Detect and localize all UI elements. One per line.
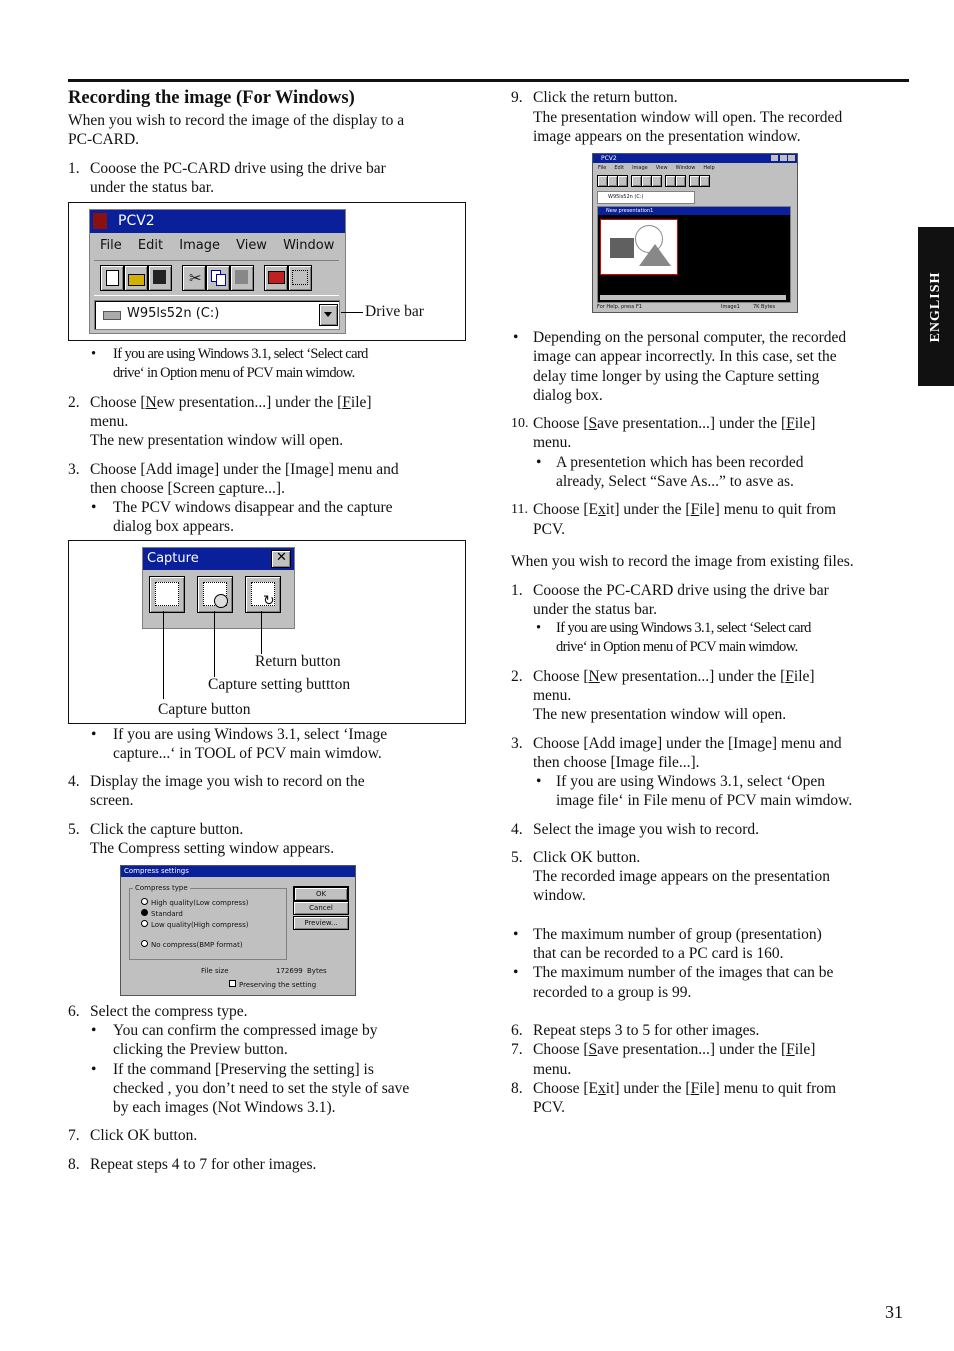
capture-setting-button[interactable] [197, 576, 233, 613]
open-folder-icon[interactable] [124, 265, 148, 291]
r-step-3-line-2: then choose [Image file...]. [533, 754, 700, 771]
r-step-7-number: 7. [511, 1041, 523, 1058]
child-title: New presentation1 [606, 208, 654, 214]
note-2-bullet: • [91, 726, 97, 743]
p-status-size: 7K Bytes [753, 304, 776, 310]
step-10-bullet: • [536, 454, 542, 471]
section-tab-label: ENGLISH [928, 271, 943, 342]
step-6-b1-line-1: You can confirm the compressed image by [113, 1022, 378, 1039]
r-step-7-line-2: menu. [533, 1061, 572, 1078]
step-10-number: 10. [511, 416, 529, 431]
presentation-app-title: PCV2 [601, 155, 617, 162]
step-6-bullet-2: • [91, 1061, 97, 1078]
r-step-8-line-1: Choose [Exit] under the [File] menu to quit from [533, 1080, 837, 1097]
capture-titlebar [143, 548, 294, 570]
hard-drive-icon [103, 311, 121, 320]
step-3-bullet-line-2: dialog box appears. [113, 518, 234, 535]
step-6-b2-line-2: checked , you don’t need to set the style of save [113, 1080, 410, 1097]
pcv2-titlebar [90, 210, 345, 233]
top-rule [68, 79, 909, 82]
step-10-bullet-line-2: already, Select “Save As...” to asve as. [556, 473, 794, 490]
step-3-bullet: • [91, 499, 97, 516]
presentation-app-titlebar [593, 154, 797, 163]
step-6-b2-line-3: by each images (Not Windows 3.1). [113, 1099, 336, 1116]
note-2-line-2: capture...‘ in TOOL of PCV main wimdow. [113, 745, 382, 762]
max-2-line-1: The maximum number of the images that can be [533, 964, 834, 981]
r-step-1-line-1: Cooose the PC-CARD drive using the drive bar [533, 582, 829, 599]
radio-no-compress[interactable]: No compress(BMP format) [141, 940, 243, 949]
drive-bar-callout: Drive bar [365, 303, 424, 320]
preserve-setting-checkbox[interactable]: Preserving the setting [229, 980, 316, 989]
capture-window [142, 547, 295, 629]
file-size-unit: Bytes [307, 967, 327, 975]
pcv2-toolbar [94, 260, 339, 296]
presentation-menubar [598, 165, 715, 171]
step-5-number: 5. [68, 821, 80, 838]
r-step-7-line-1: Choose [Save presentation...] under the [File] [533, 1041, 816, 1058]
step-2-line-2: menu. [90, 413, 129, 430]
note-1-line-2: drive‘ in Option menu of PCV main wimdow. [113, 365, 355, 381]
step-5-line-2: The Compress setting window appears. [90, 840, 335, 857]
timer-icon [214, 594, 228, 608]
step-10-line-2: menu. [533, 434, 572, 451]
recorded-image-thumbnail[interactable] [600, 219, 678, 275]
step-6-number: 6. [68, 1003, 80, 1020]
return-button[interactable] [245, 576, 281, 613]
r-step-8-line-2: PCV. [533, 1099, 566, 1116]
step-5-line-1: Click the capture button. [90, 821, 244, 838]
menu-file[interactable]: File [100, 238, 122, 253]
return-callout: Return button [255, 653, 341, 670]
r-step-3-bullet: • [536, 773, 542, 790]
capture-button[interactable] [149, 576, 185, 613]
capture-leader [163, 611, 164, 699]
r-step-1-bullet: • [536, 620, 541, 636]
copy-icon[interactable] [206, 265, 230, 291]
step-11-number: 11. [511, 502, 528, 517]
capture-screen-icon[interactable] [264, 265, 288, 291]
step-6-bullet-1: • [91, 1022, 97, 1039]
maximize-icon[interactable] [780, 155, 787, 161]
step-1-number: 1. [68, 160, 80, 177]
paste-icon[interactable] [230, 265, 254, 291]
r-step-4-line: Select the image you wish to record. [533, 821, 759, 838]
compress-title: Compress settings [124, 867, 189, 875]
cancel-button[interactable]: Cancel [293, 901, 349, 915]
step-11-line-1: Choose [Exit] under the [File] menu to quit from [533, 501, 837, 518]
step-2-line-1: Choose [New presentation...] under the [File] [90, 394, 372, 411]
delay-bullet: • [513, 329, 519, 346]
note-1-bullet: • [91, 346, 96, 362]
delay-line-4: dialog box. [533, 387, 603, 404]
delay-line-1: Depending on the personal computer, the recorded [533, 329, 847, 346]
step-3-number: 3. [68, 461, 80, 478]
r-step-4-number: 4. [511, 821, 523, 838]
step-9-line-2: The presentation window will open. The recorded [533, 109, 843, 126]
capture-title: Capture [147, 551, 199, 566]
p-drive-select[interactable] [597, 191, 695, 204]
setting-callout: Capture setting buttton [208, 676, 351, 693]
pmenu-window[interactable]: Window [675, 165, 696, 171]
presentation-app-window [592, 153, 798, 313]
step-6-b2-line-1: If the command [Preserving the setting] is [113, 1061, 374, 1078]
file-size-label: File size [201, 967, 229, 975]
r-step-2-line-1: Choose [New presentation...] under the [File] [533, 668, 815, 685]
setting-leader [214, 611, 215, 677]
step-7-number: 7. [68, 1127, 80, 1144]
radio-standard[interactable]: Standard [141, 909, 183, 918]
step-9-number: 9. [511, 89, 523, 106]
pmenu-edit[interactable]: Edit [614, 165, 625, 171]
pmenu-help[interactable]: Help [703, 165, 715, 171]
pmenu-file[interactable]: File [598, 165, 607, 171]
image-frame-icon[interactable] [288, 265, 312, 291]
save-disk-icon[interactable] [148, 265, 172, 291]
r-step-5-line-1: Click OK button. [533, 849, 641, 866]
drive-select[interactable] [94, 300, 340, 330]
intro-2: When you wish to record the image from existing files. [511, 553, 854, 570]
max-2-line-2: recorded to a group is 99. [533, 984, 692, 1001]
r-step-5-line-2: The recorded image appears on the presentation [533, 868, 830, 885]
child-scrollbar[interactable] [600, 295, 786, 300]
step-4-line-2: screen. [90, 792, 134, 809]
delay-line-3: delay time longer by using the Capture setting [533, 368, 820, 385]
step-9-line-3: image appears on the presentation window. [533, 128, 801, 145]
chevron-down-icon[interactable] [319, 304, 338, 326]
presentation-child-window [597, 206, 791, 303]
r-step-6-number: 6. [511, 1022, 523, 1039]
pcv2-menubar [100, 238, 334, 253]
compress-settings-window [120, 865, 356, 996]
figure-capture-dialog [68, 540, 466, 724]
p-paste-icon[interactable] [651, 175, 662, 187]
max-1-bullet: • [513, 926, 519, 943]
thumb-square [610, 238, 634, 258]
capture-callout: Capture button [158, 701, 251, 718]
r-step-3-line-1: Choose [Add image] under the [Image] menu and [533, 735, 842, 752]
step-8-line: Repeat steps 4 to 7 for other images. [90, 1156, 317, 1173]
menu-view[interactable]: View [236, 238, 267, 253]
step-7-line: Click OK button. [90, 1127, 198, 1144]
step-3-line-2: then choose [Screen capture...]. [90, 480, 285, 497]
delay-line-2: image can appear incorrectly. In this case, set the [533, 348, 837, 365]
radio-low-quality[interactable]: Low quality(High compress) [141, 920, 248, 929]
page-number: 31 [885, 1302, 903, 1322]
step-1-line-2: under the status bar. [90, 179, 214, 196]
r-step-3-bullet-line-1: If you are using Windows 3.1, select ‘Open [556, 773, 825, 790]
step-11-line-2: PCV. [533, 521, 566, 538]
section-heading: Recording the image (For Windows) [68, 88, 355, 108]
thumb-triangle [639, 244, 671, 266]
presentation-toolbar [597, 175, 737, 187]
max-1-line-2: that can be recorded to a PC card is 160. [533, 945, 784, 962]
cut-scissors-icon[interactable]: ✂ [182, 265, 206, 291]
intro-line-2: PC-CARD. [68, 131, 140, 148]
r-step-1-note-2: drive‘ in Option menu of PCV main wimdow. [556, 639, 798, 655]
step-6-b1-line-2: clicking the Preview button. [113, 1041, 288, 1058]
pmenu-image[interactable]: Image [632, 165, 648, 171]
ok-button[interactable]: OK [293, 886, 349, 902]
r-step-2-line-3: The new presentation window will open. [533, 706, 787, 723]
r-step-5-number: 5. [511, 849, 523, 866]
step-3-line-1: Choose [Add image] under the [Image] menu and [90, 461, 399, 478]
step-8-number: 8. [68, 1156, 80, 1173]
r-step-3-bullet-line-2: image file‘ in File menu of PCV main wimdow. [556, 792, 853, 809]
p-status-help: For Help, press F1 [597, 304, 643, 310]
max-1-line-1: The maximum number of group (presentation) [533, 926, 822, 943]
new-file-icon[interactable] [100, 265, 124, 291]
r-step-6-line: Repeat steps 3 to 5 for other images. [533, 1022, 760, 1039]
drive-select-value: W95ls52n (C:) [127, 306, 220, 321]
note-2-line-1: If you are using Windows 3.1, select ‘Image [113, 726, 388, 743]
max-2-bullet: • [513, 964, 519, 981]
note-1-line-1: If you are using Windows 3.1, select ‘Select card [113, 346, 368, 362]
r-step-5-line-3: window. [533, 887, 586, 904]
drive-bar-leader [341, 312, 363, 313]
return-leader [261, 611, 262, 654]
r-step-8-number: 8. [511, 1080, 523, 1097]
r-step-2-line-2: menu. [533, 687, 572, 704]
r-step-2-number: 2. [511, 668, 523, 685]
compress-titlebar [121, 866, 355, 877]
menu-edit[interactable]: Edit [137, 238, 164, 253]
p-save-icon[interactable] [617, 175, 628, 187]
compress-type-label: Compress type [135, 884, 188, 892]
p-help-icon[interactable] [699, 175, 710, 187]
preview-button[interactable]: Preview... [293, 916, 349, 930]
radio-high-quality[interactable]: High quality(Low compress) [141, 898, 248, 907]
p-status-image: Image1 [721, 304, 740, 310]
section-tab [918, 227, 954, 386]
step-6-line: Select the compress type. [90, 1003, 248, 1020]
step-2-number: 2. [68, 394, 80, 411]
minimize-icon[interactable] [771, 155, 778, 161]
intro-line-1: When you wish to record the image of the display to a [68, 112, 405, 129]
step-3-bullet-line-1: The PCV windows disappear and the capture [113, 499, 393, 516]
window-close-icon[interactable] [788, 155, 795, 161]
pcv2-window [89, 209, 346, 334]
step-10-line-1: Choose [Save presentation...] under the [File] [533, 415, 816, 432]
pcv2-title: PCV2 [118, 213, 155, 229]
p-frame-icon[interactable] [675, 175, 686, 187]
r-step-1-note-1: If you are using Windows 3.1, select ‘Select card [556, 620, 811, 636]
file-size-value: 172699 [276, 967, 303, 975]
p-drive-value: W95ls52n (C:) [608, 194, 644, 200]
r-step-3-number: 3. [511, 735, 523, 752]
step-9-line-1: Click the return button. [533, 89, 678, 106]
step-4-line-1: Display the image you wish to record on the [90, 773, 365, 790]
r-step-1-line-2: under the status bar. [533, 601, 657, 618]
step-10-bullet-line-1: A presentetion which has been recorded [556, 454, 804, 471]
r-step-1-number: 1. [511, 582, 523, 599]
step-1-line-1: Cooose the PC-CARD drive using the drive bar [90, 160, 386, 177]
return-arrow-icon: ↻ [263, 593, 275, 609]
menu-image[interactable]: Image [179, 238, 220, 253]
child-titlebar [598, 207, 790, 215]
menu-window[interactable]: Window [283, 238, 335, 253]
close-icon[interactable]: ✕ [271, 550, 291, 568]
pcv2-app-icon [93, 213, 107, 229]
figure-drive-bar [68, 202, 466, 341]
pmenu-view[interactable]: View [655, 165, 668, 171]
step-4-number: 4. [68, 773, 80, 790]
step-2-line-3: The new presentation window will open. [90, 432, 344, 449]
